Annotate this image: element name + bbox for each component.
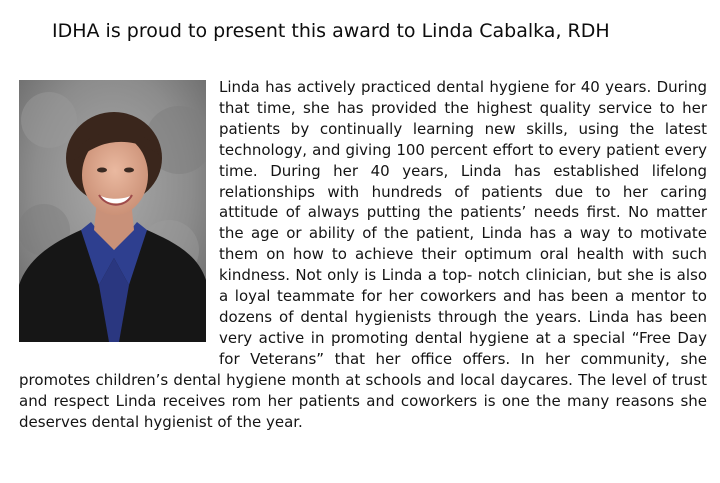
award-title: IDHA is proud to present this award to Linda Cabalka, RDH [52, 20, 610, 42]
award-description [19, 77, 707, 432]
photo-text-wrap-spacer [19, 77, 219, 349]
award-description-text: Linda has actively practiced dental hygiene for 40 years. During that time, she has provided the highest quality service to her patients by continually learning new skills, using the latest technology, and giving 100 percent effort to every patient every time. During her 40 years, Linda has established lifelong relationships with hundreds of patients due to her caring attitude of always putting the patients’ needs first. No matter the age or ability of the patient, Linda has a way to motivate them on how to achieve their optimum oral health with such kindness. Not only is Linda a top- notch clinician, but she is also a loyal teammate for her coworkers and has been a mentor to dozens of dental hygienists through the years. Linda has been very active in promoting dental hygiene at a special “Free Day for Veterans” that her office offers. In her community, she promotes children’s dental hygiene month at schools and local daycares. The level of trust and respect Linda receives rom her patients and coworkers is one the many reasons she deserves dental hygienist of the year. [19, 78, 707, 431]
